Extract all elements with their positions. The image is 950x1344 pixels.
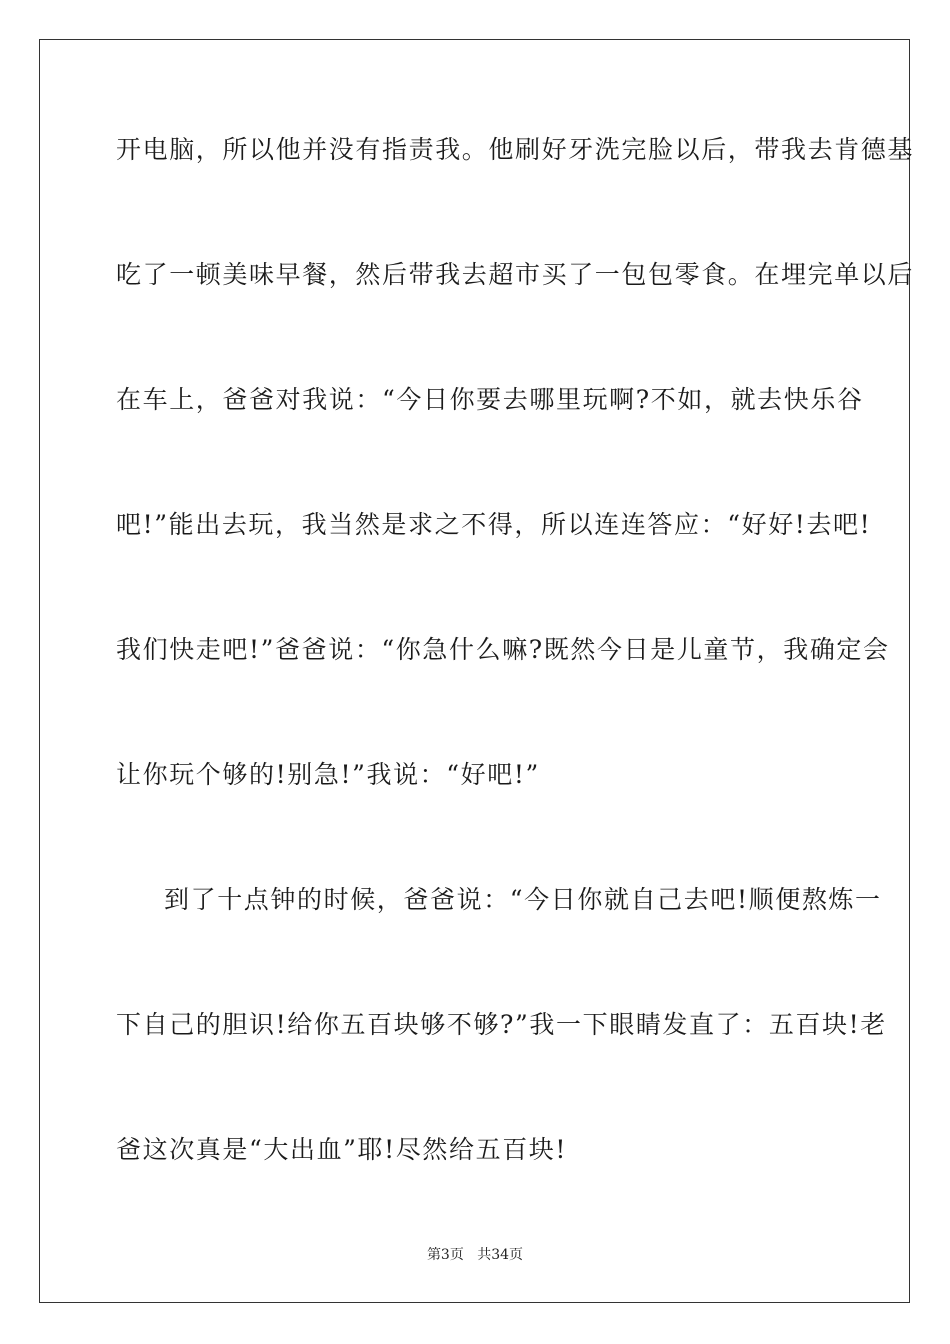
paragraph-line-1: 开电脑，所以他并没有指责我。他刷好牙洗完脸以后，带我去肯德基 xyxy=(116,135,915,164)
paragraph-line-6: 让你玩个够的!别急!”我说：“好吧!” xyxy=(116,760,540,789)
paragraph-line-9: 爸这次真是“大出血”耶!尽然给五百块! xyxy=(116,1135,568,1164)
page-footer xyxy=(0,1245,950,1265)
paragraph-line-7: 到了十点钟的时候，爸爸说：“今日你就自己去吧!顺便熬炼一 xyxy=(164,885,882,914)
paragraph-line-2: 吃了一顿美味早餐，然后带我去超市买了一包包零食。在埋完单以后 xyxy=(116,260,915,289)
page-total: 共34页 xyxy=(477,1247,524,1263)
page-border xyxy=(39,39,915,1303)
paragraph-line-4: 吧!”能出去玩，我当然是求之不得，所以连连答应：“好好!去吧! xyxy=(116,510,872,539)
paragraph-line-8: 下自己的胆识!给你五百块够不够?”我一下眼睛发直了：五百块!老 xyxy=(116,1010,887,1039)
page-number: 第3页 xyxy=(426,1247,464,1263)
paragraph-line-5: 我们快走吧!”爸爸说：“你急什么嘛?既然今日是儿童节，我确定会 xyxy=(116,635,890,664)
paragraph-line-3: 在车上，爸爸对我说：“今日你要去哪里玩啊?不如，就去快乐谷 xyxy=(116,385,864,414)
